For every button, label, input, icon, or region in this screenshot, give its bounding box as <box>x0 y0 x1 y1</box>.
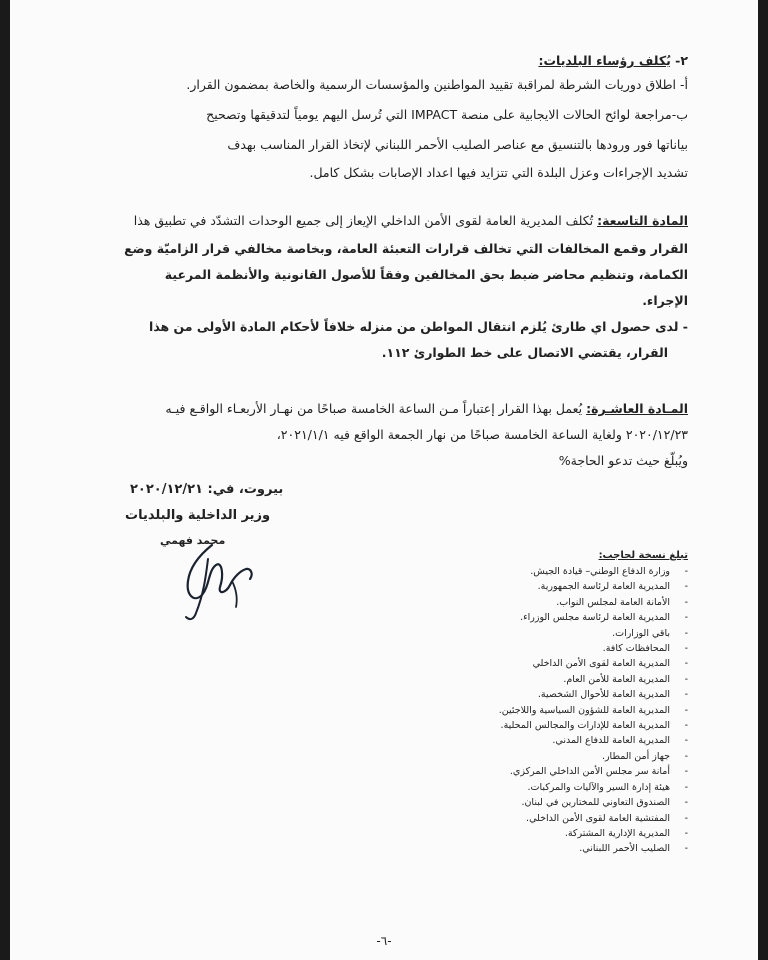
article9-line2: القرار وقمع المخالفات التي تخالف قرارات التعبئة العامة، وبخاصة مخالفي قرار الزاميّة وضع <box>124 241 688 256</box>
article9-line1 <box>134 212 688 230</box>
right-border <box>758 0 768 960</box>
list-item: - الصليب الأحمر اللبناني. <box>579 843 688 855</box>
list-item: - المديرية العامة للإدارات والمجالس المحلية. <box>500 720 688 732</box>
list-item: - هيئة إدارة السير والآليات والمركبات. <box>527 781 688 793</box>
section2-number: ٢- <box>670 53 688 68</box>
document-body <box>10 0 758 960</box>
article9-line6: القرار، يقتضي الاتصال على خط الطوارئ ١١٢. <box>381 345 668 360</box>
list-item: - أمانة سر مجلس الأمن الداخلي المركزي. <box>509 766 688 778</box>
list-item: - المديرية العامة لقوى الأمن الداخلي <box>532 658 688 670</box>
section2-item-b-line3: تشديد الإجراءات وعزل البلدة التي تتزايد فيها اعداد الإصابات بشكل كامل. <box>309 165 688 180</box>
list-item: - المديرية الإدارية المشتركة. <box>564 827 688 839</box>
article10-line3: ويُبلّغ حيث تدعو الحاجة% <box>558 453 688 468</box>
article9-line5: - لدى حصول اي طارئ يُلزم انتقال المواطن من منزله خلافاً لأحكام المادة الأولى من هذا <box>149 319 688 334</box>
page-number: -٦- <box>376 934 392 948</box>
distribution-list <box>499 564 688 857</box>
article9-line3: الكمامة، وتنظيم محاضر ضبط بحق المخالفين وفقاً للأصول القانونية والأنظمة المرعية <box>164 267 688 282</box>
list-item: - وزارة الدفاع الوطني– قيادة الجيش. <box>530 566 688 577</box>
list-item: - المحافظات كافة. <box>602 643 688 655</box>
list-item: - باقي الوزارات. <box>612 627 688 639</box>
article10-text1: يُعمل بهذا القرار إعتباراً مـن الساعة الخامسة صباحًا من نهـار الأربعـاء الواقـع فيـه <box>165 401 587 416</box>
article9-text1: تُكلف المديرية العامة لقوى الأمن الداخلي الإيعاز إلى جميع الوحدات التشدّد في تطبيق هذا <box>133 213 598 228</box>
list-item: - المديرية العامة للأحوال الشخصية. <box>537 689 688 701</box>
distribution-title: تبلغ نسخة لحاجب: <box>598 550 688 561</box>
list-item: - الصندوق التعاوني للمختارين في لبنان. <box>521 797 688 809</box>
list-item: - المديرية العامة للأمن العام. <box>563 673 688 685</box>
left-border <box>0 0 10 960</box>
article9-label: المادة التاسعة: <box>597 213 688 228</box>
signature-name: محمد فهمي <box>160 534 226 547</box>
list-item: - المديرية العامة لرئاسة الجمهورية. <box>537 581 688 593</box>
section2-item-b-line1: ب-مراجعة لوائح الحالات الايجابية على منصة IMPACT التي تُرسل اليهم يومياً لتدقيقها وتصحيح <box>206 107 688 122</box>
article10-line1 <box>165 400 688 418</box>
list-item: - الأمانة العامة لمجلس النواب. <box>556 596 688 608</box>
article9-line4: الإجراء. <box>642 293 688 308</box>
list-item: - جهاز أمن المطار. <box>601 750 688 762</box>
list-item: - المديرية العامة للدفاع المدني. <box>552 735 688 747</box>
section2-title: يُكلف رؤساء البلديات: <box>538 53 671 68</box>
section2-item-b-line2: بياناتها فور ورودها بالتنسيق مع عناصر الصليب الأحمر اللبناني لإتخاذ القرار المناسب بهدف <box>227 137 688 152</box>
list-item: - المفتشية العامة لقوى الأمن الداخلي. <box>526 812 688 824</box>
section2-heading <box>538 52 688 70</box>
article10-label: المـادة العاشـرة: <box>586 401 688 416</box>
signature-place-date: بيروت، في: ٢٠٢٠/١٢/٢١ <box>130 482 284 497</box>
article10-line2: ٢٠٢٠/١٢/٢٣ ولغاية الساعة الخامسة صباحًا من نهار الجمعة الواقع فيه ٢٠٢١/١/١، <box>276 427 688 442</box>
list-item: - المديرية العامة للشؤون السياسية واللاجئين. <box>498 704 688 716</box>
section2-item-a: أ- اطلاق دوريات الشرطة لمراقبة تقييد المواطنين والمؤسسات الرسمية والخاصة بمضمون القرار. <box>186 77 688 92</box>
signature-title: وزير الداخلية والبلديات <box>125 508 271 523</box>
handwritten-signature <box>150 535 270 625</box>
list-item: - المديرية العامة لرئاسة مجلس الوزراء. <box>520 612 688 624</box>
document-page <box>10 0 758 960</box>
